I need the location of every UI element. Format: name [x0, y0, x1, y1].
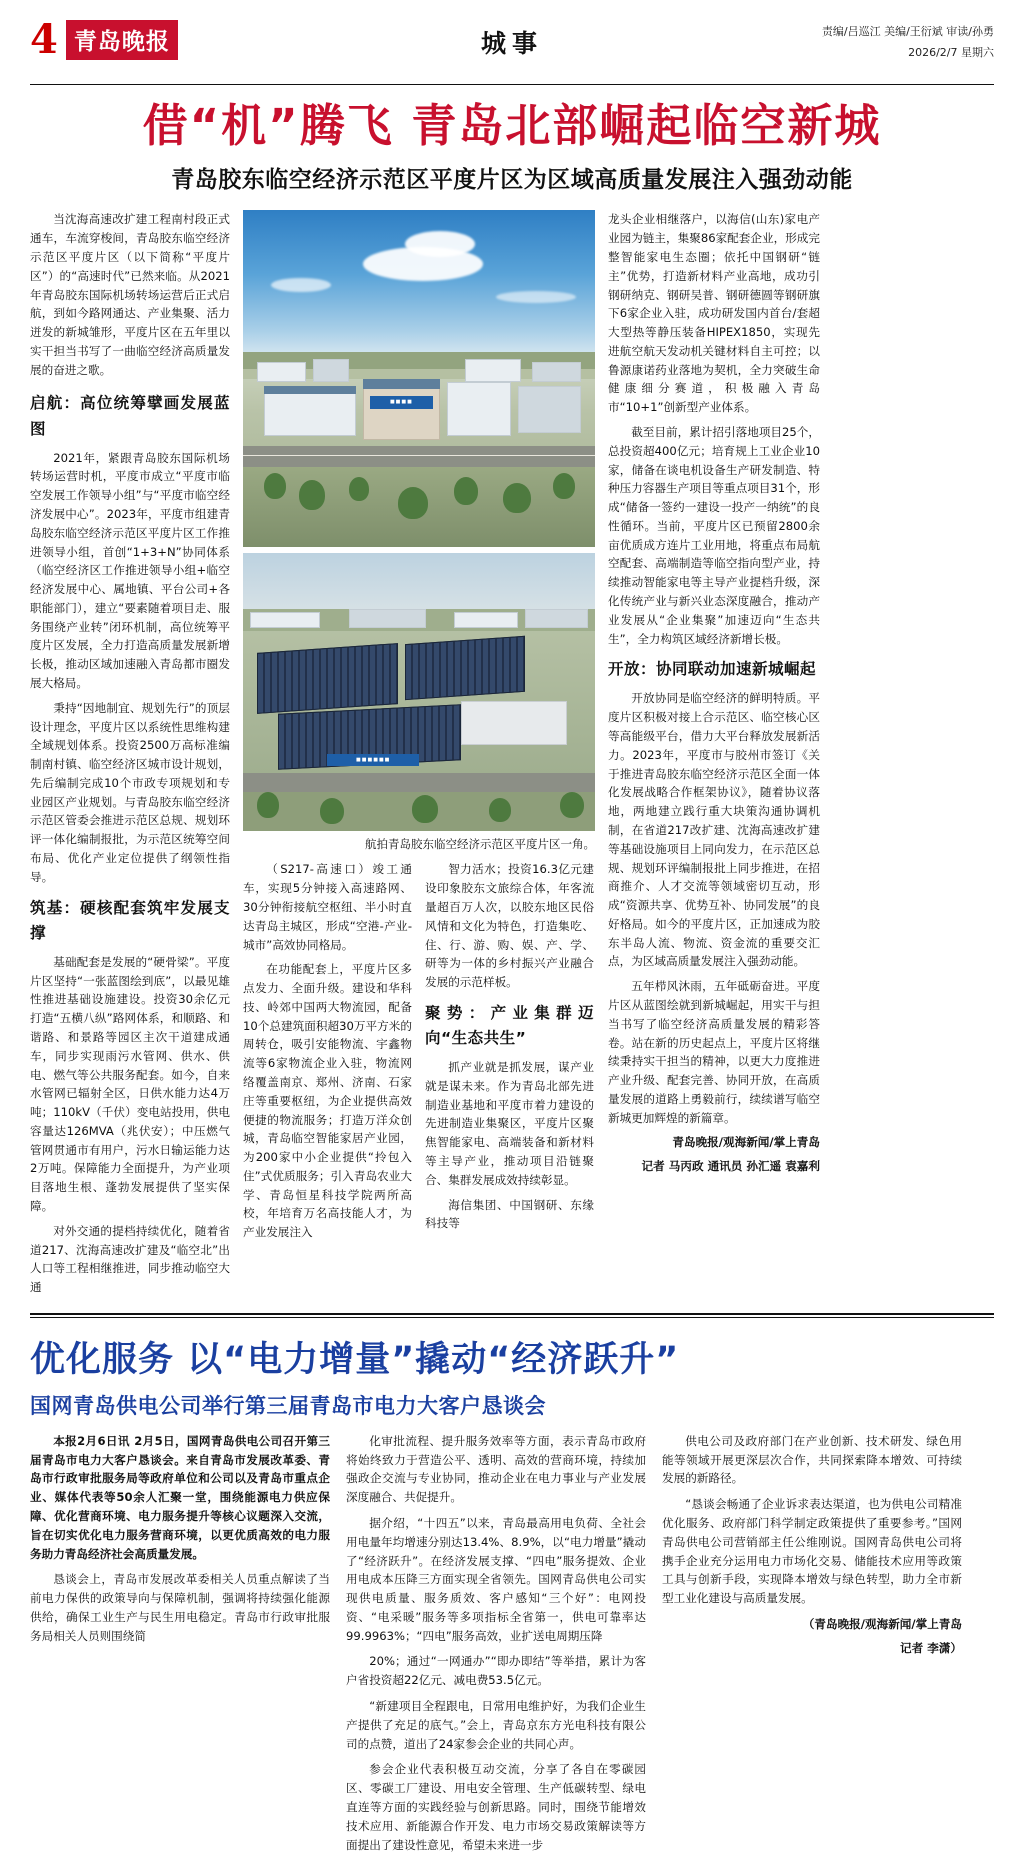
credits: [822, 22, 994, 64]
article2-column-3: [662, 1432, 962, 1861]
article2-column-2: [346, 1432, 646, 1861]
article2-byline-1: （青岛晚报/观海新闻/掌上青岛: [802, 1616, 962, 1631]
paragraph: 抓产业就是抓发展，谋产业就是谋未来。作为青岛北部先进制造业基地和平度市着力建设的先进制造业集聚区，平度片区聚焦智能家电、高端装备和新材料等主导产业，推动项目沿链聚合、集群发展成效持续彰显。: [425, 1060, 594, 1187]
article2-body: [30, 1432, 994, 1861]
paragraph: 在功能配套上，平度片区多点发力、全面升级。建设和华科技、岭郊中国两大物流园，配备10个总建筑面积超30万平方米的周转仓，吸引安能物流、宇鑫物流等6家物流企业入驻，物流网络覆盖南京、郑州、济南、石家庄等重要枢纽，为企业提供高效便捷的物流服务；打造万洋众创城，青岛临空智能家居产业园，为200家中小企业提供“拎包入住”式优质服务；引入青岛农业大学、青岛恒星科技学院两所高校，年培育万名高技能人才，为产业发展注入: [243, 962, 412, 1240]
photo-solar-roof-factory: [243, 553, 595, 831]
article1-center-block: [243, 210, 595, 1303]
newspaper-logo: 青岛晚报: [66, 20, 178, 60]
article1-column-2: [243, 860, 412, 1248]
article1-byline-2: 记者 马丙政 通讯员 孙汇遥 袁嘉利: [641, 1159, 820, 1174]
article1-byline-1: 青岛晚报/观海新闻/掌上青岛: [672, 1135, 820, 1150]
paragraph: 秉持“因地制宜、规划先行”的顶层设计理念，平度片区以系统性思维构建全域规划体系。投资2500万高标准编制南村镇、临空经济区城市设计规划，先后编制完成10个市政专项规划和专业园区产业规划。与青岛胶东临空经济示范区管委会推进示范区总规、规划环评一体化编制报批，为示范区统筹空间布局、优化产业定位提供了纲领性指导。: [30, 700, 230, 884]
article2-lead: 本报2月6日讯 2月5日，国网青岛供电公司召开第三届青岛市电力大客户恳谈会。来自青岛市发展改革委、青岛市行政审批服务局等政府单位和公司以及青岛市重点企业、媒体代表等50余人汇聚一堂，围绕能源电力供应保障、优化营商环境、电力服务提升等核心议题深入交流，旨在切实优化电力服务营商环境，以更优质高效的电力服务助力青岛经济社会高质量发展。: [30, 1433, 330, 1561]
factory-sign: ■■■■■■: [327, 754, 419, 767]
tree: [503, 483, 531, 513]
tree: [412, 795, 438, 823]
building: [447, 382, 510, 436]
article1-subhead-2: 筑基：硬核配套筑牢发展支撑: [30, 898, 230, 942]
tree: [553, 473, 575, 499]
paragraph: “恳谈会畅通了企业诉求表达渠道，也为供电公司精准优化服务、政府部门科学制定政策提供了重要参考。”国网青岛供电公司营销部主任公维刚说。国网青岛供电公司将携手企业充分运用电力市场化交易、储能技术应用等政策工具与创新手段，实现降本增效与绿色转型，助力全市新型工业化建设与高质量发展。: [662, 1497, 962, 1606]
paragraph: [30, 1432, 330, 1563]
building: [532, 362, 581, 382]
building: [465, 359, 521, 383]
article-divider: [30, 1313, 994, 1315]
photo2-sky: [243, 553, 595, 614]
article1-column-4: [608, 210, 820, 1303]
paragraph: 2021年，紧跟青岛胶东国际机场转场运营时机，平度市成立“平度市临空发展工作领导小组”与“平度市临空经济发展中心”。2023年，平度市组建青岛胶东临空经济示范区平度片区工作推进领导小组，首创“1+3+N”协同体系（临空经济区工作推进领导小组+临空经济发展中心、属地镇、平台公司+各职能部门），建立“要素随着项目走、服务围绕产业转”闭环机制，高位统筹平度片区发展，全力打造高质量发展新增长极，推动区域加速融入青岛都市圈发展大格局。: [30, 450, 230, 691]
paragraph: 智力活水；投资16.3亿元建设印象胶东文旅综合体，年客流量超百万人次，以胶东地区民俗风情和文化为特色，打造集吃、住、行、游、购、娱、产、学、研等为一体的乡村振兴产业融合发展的示范样板。: [425, 862, 594, 990]
road: [243, 773, 595, 792]
photo-caption: 航拍青岛胶东临空经济示范区平度片区一角。: [365, 837, 595, 852]
paragraph: 参会企业代表积极互动交流，分享了各自在零碳园区、零碳工厂建设、用电安全管理、生产低碳转型、绿电直连等方面的实践经验与创新思路。同时，围绕节能增效技术应用、新能源合作开发、电力市场交易政策解读等方面提出了建设性意见，希望未来进一步: [346, 1762, 646, 1852]
tree: [320, 798, 344, 824]
paragraph: 当沈海高速改扩建工程南村段正式通车，车流穿梭间，青岛胶东临空经济示范区平度片区（以下简称“平度片区”）的“高速时代”已然来临。从2021年青岛胶东国际机场转场运营后正式启航，到如今路网通达、产业集聚、活力迸发的新城雏形，平度片区在五年里以实干担当书写了一曲临空经济高质量发展的奋进之歌。: [30, 212, 230, 377]
article2-column-1: [30, 1432, 330, 1861]
credits-line-2: 2026/2/7 星期六: [908, 45, 994, 59]
building: [257, 362, 306, 382]
article1-subhead-1: 启航：高位统筹擘画发展蓝图: [30, 394, 230, 438]
building: [525, 609, 588, 628]
article2-byline-2: 记者 李潇）: [899, 1640, 962, 1655]
article1-body: [30, 210, 994, 1303]
tree: [560, 792, 584, 818]
paragraph: 龙头企业相继落户，以海信(山东)家电产业园为链主，集聚86家配套企业，形成完整智能家电生态圈；依托中国钢研“链主”优势，打造新材料产业高地，成功引钢研纳克、钢研吴普、钢研德圆等钢研旗下6家企业入驻，成功研发国内首台/套超大型热等静压装备HIPEX1850，实现先进航空航天发动机关键材料自主可控；以鲁源康诺药业落地为契机，全力突破生命健康细分赛道，积极融入青岛市“10+1”创新型产业体系。: [608, 212, 820, 415]
paragraph: 对外交通的提档持续优化，随着省道217、沈海高速改扩建及“临空北”出人口等工程相继推进，同步推动临空大通: [30, 1223, 230, 1295]
article1-subheadline: 青岛胶东临空经济示范区平度片区为区域高质量发展注入强劲动能: [171, 167, 853, 194]
masthead-divider: [30, 84, 994, 85]
paragraph: （S217-高速口）竣工通车，实现5分钟接入高速路网、30分钟衔接航空枢纽、半小时直达青岛主城区，形成“空港-产业-城市”高效协同格局。: [243, 862, 412, 952]
article1-subhead-4: 开放：协同联动加速新城崛起: [608, 660, 817, 679]
paragraph: 五年栉风沐雨，五年砥砺奋进。平度片区从蓝图绘就到新城崛起，用实干与担当书写了临空经济高质量发展的精彩答卷。站在新的历史起点上，平度片区将继续秉持实干担当的精神，以更大力度推进产业升级、配套完善、协同开放，在高质量发展的道路上勇毅前行，续续谱写临空新城更加辉煌的新篇章。: [608, 979, 820, 1125]
road: [243, 446, 595, 466]
tree: [349, 477, 369, 501]
tree: [257, 792, 279, 818]
article2-headline: 优化服务 以“电力增量”撬动“经济跃升”: [30, 1339, 680, 1380]
paragraph: 海信集团、中国钢研、东缘科技等: [425, 1197, 594, 1231]
section-title: 城事: [480, 29, 544, 58]
building: [250, 612, 320, 629]
paragraph: 据介绍，“十四五”以来，青岛最高用电负荷、全社会用电量年均增速分别达13.4%、8.9%，以“电力增量”撬动了“经济跃升”。在经济发展支撑、“四电”服务提效、企业用电成本压降三方面实现全省领先。国网青岛供电公司实现供电质量、服务质效、客户感知“三个好”：电网投资、“电采暖”服务等多项指标全省第一，供电可靠率达99.9963%；“四电”服务高效，业扩送电周期压降: [346, 1516, 646, 1643]
article2-header: [30, 1332, 994, 1420]
solar-panel-roof: [405, 635, 525, 699]
roof: [264, 386, 356, 394]
tree: [454, 477, 478, 505]
article1-column-3: [425, 860, 594, 1248]
tree: [264, 473, 286, 499]
paragraph: 开放协同是临空经济的鲜明特质。平度片区积极对接上合示范区、临空核心区等高能级平台，借力大平台释放发展新活力。2023年，平度市与胶州市签订《关于推进青岛胶东临空经济示范区全面一体化发展战略合作框架协议》，随着协议落地，两地建立践行重大块策沟通协调机制，在省道217改扩建、沈海高速改扩建等基础设施项目上同向发力，在示范区总规、规划环评编制报批上同步推进，在招商推介、人才交流等领域密切互动，形成“资源共享、优势互补、协同发展”的良好格局。如今的平度片区，正加速成为胶东半岛人流、物流、资金流的重要交汇点，为区域高质量发展注入强劲动能。: [608, 691, 820, 969]
building: [454, 612, 517, 629]
cloud-shape: [405, 231, 475, 257]
solar-panel-roof: [257, 643, 398, 714]
roof: [363, 379, 440, 389]
road-marking: [243, 455, 595, 456]
building: [349, 609, 426, 628]
factory-roof: [461, 701, 567, 745]
article2-subheadline: 国网青岛供电公司举行第三届青岛市电力大客户恳谈会: [30, 1393, 546, 1418]
article1-headline: 借“机”腾飞 青岛北部崛起临空新城: [142, 99, 882, 152]
building-sign: ■■■■: [370, 396, 433, 409]
credits-line-1: 责编/吕巡江 美编/王衍斌 审读/孙勇: [821, 25, 994, 38]
article1-column-1: [30, 210, 230, 1303]
paragraph: 化审批流程、提升服务效率等方面，表示青岛市政府将始终致力于营造公平、透明、高效的营商环境，持续加强政企交流与专业协同，推动企业在电力事业与产业发展深度融合、共促提升。: [346, 1433, 646, 1505]
cloud-shape: [271, 278, 331, 292]
photo-aerial-industrial-park: [243, 210, 595, 547]
page-number: 4: [30, 16, 58, 63]
article1-center-text: [243, 860, 595, 1248]
tree: [299, 480, 325, 510]
article1-subhead-3: 聚势：产业集群迈向“生态共生”: [425, 1003, 594, 1047]
article-divider-thin: [30, 1317, 994, 1318]
paragraph: 20%；通过“一网通办”“即办即结”等举措，累计为客户省投资超22亿元、减电费53.5亿元。: [346, 1654, 646, 1688]
tree: [398, 487, 428, 519]
paragraph: 恳谈会上，青岛市发展改革委相关人员重点解读了当前电力保供的政策导向与保障机制，强调将持续强化能源供给，确保工业生产与民生用电稳定。青岛市行政审批服务局相关人员则围绕简: [30, 1572, 330, 1643]
paragraph: “新建项目全程跟电，日常用电维护好，为我们企业生产提供了充足的底气。”会上，青岛京东方光电科技有限公司的点赞，道出了24家参会企业的共同心声。: [346, 1699, 646, 1751]
building: [518, 386, 581, 433]
paragraph: 供电公司及政府部门在产业创新、技术研发、绿色用能等领域开展更深层次合作，共同探索降本增效、可持续发展的新路径。: [662, 1433, 962, 1486]
article1-header: [30, 101, 994, 194]
masthead: [30, 18, 994, 80]
paragraph: 截至目前，累计招引落地项目25个，总投资超400亿元；培育规上工业企业10家，储备在谈电机设备生产研发制造、特种压力容器生产项目等重点项目31个，形成“储备一签约一建设一投产一纳统”的良性循环。当前，平度片区已预留2800余亩优质成方连片工业用地，将重点布局航空配套、高端制造等临空指向型产业，持续推动智能家电等主导产业提档升级，深化传统产业与新兴业态深度融合，推动产业发展从“企业集聚”加速迈向“生态共生”，全力构筑区域经济新增长极。: [608, 424, 820, 646]
building: [313, 359, 348, 383]
tree: [489, 798, 511, 822]
paragraph: 基础配套是发展的“硬骨梁”。平度片区坚持“一张蓝图绘到底”，以最见雄性推进基础设施建设。投资30余亿元打造“五横八纵”路网体系，和顺路、和谐路、和景路等园区主次干道建成通车，同步实现雨污水管网、供水、供电、燃气等公共服务配套。如今，自来水管网已辐射全区，日供水能力达4万吨；110kV（千伏）变电站投用，供电容量达126MVA（兆伏安）；中压燃气管网贯通市有用户，污水日输运能力达2万吨。保障能力全面提升，为产业项目落地生根、蓬勃发展提供了坚实保障。: [30, 954, 230, 1213]
